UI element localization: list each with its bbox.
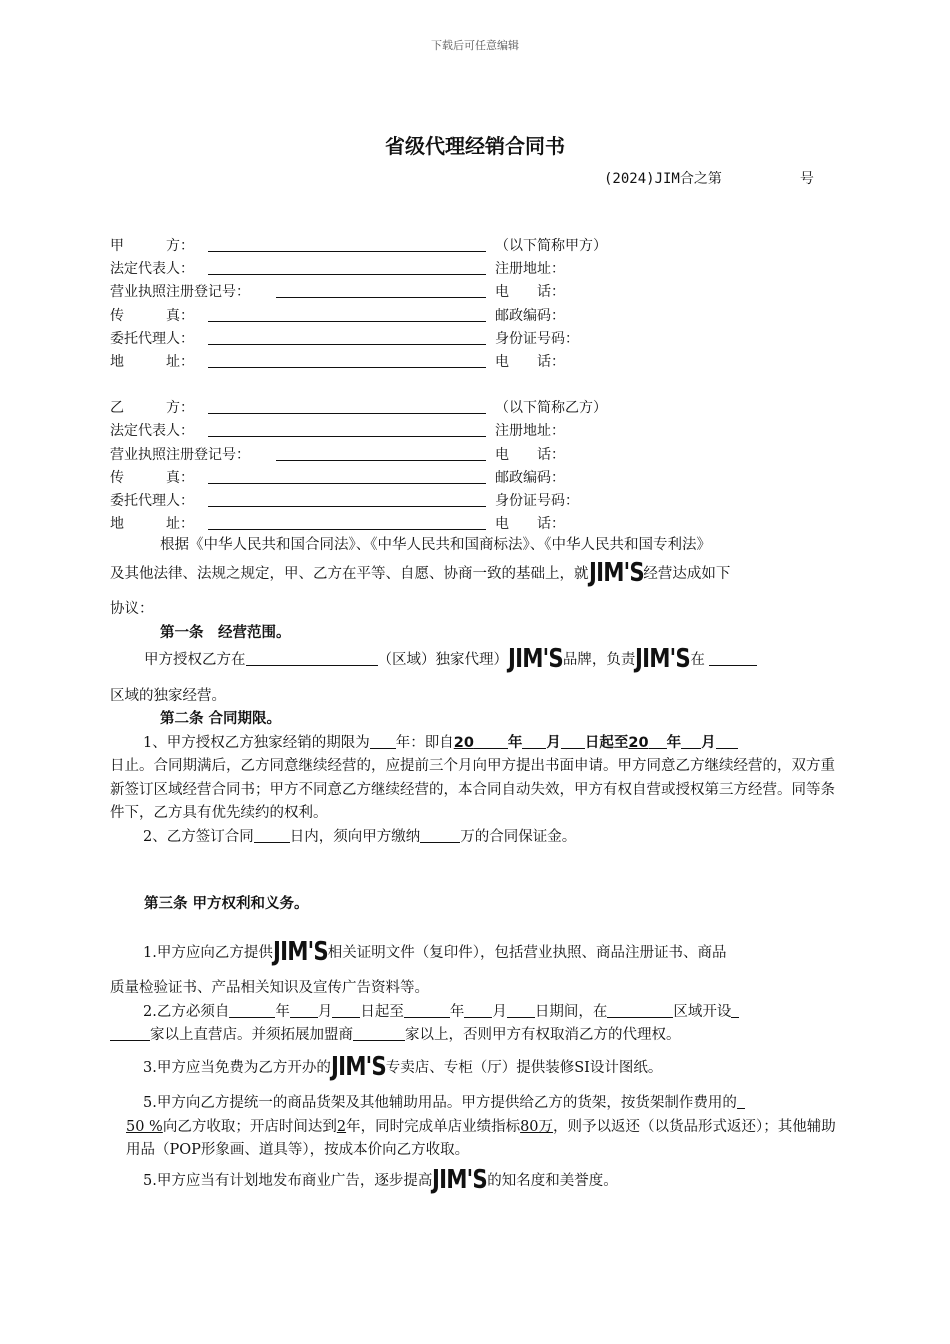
party-a-label: 传 真： (110, 307, 194, 324)
party-b-label: 传 真： (110, 469, 194, 486)
fill-blank (290, 1003, 318, 1018)
fill-blank (607, 1003, 673, 1018)
party-b-right: 电 话： (495, 516, 565, 533)
party-b-label: 委托代理人： (110, 492, 194, 509)
text: 年 (507, 734, 523, 751)
party-b-label: 地 址： (110, 516, 194, 533)
brand-logo: JIM'S (508, 644, 563, 674)
fill-line (208, 321, 486, 322)
party-b-row (110, 444, 850, 467)
article-2-title: 第二条 合同期限。 (160, 711, 282, 727)
article-3-item-1 (110, 936, 842, 967)
party-b-label: 法定代表人： (110, 423, 194, 440)
article-3-item-5 (110, 1164, 842, 1195)
fill-line (208, 529, 486, 530)
contract-number-suffix: 号 (799, 171, 814, 187)
amount-value: 80万 (520, 1118, 554, 1135)
text: 2.乙方必须自 (143, 1003, 230, 1020)
article-2-item-1-cont (110, 755, 842, 826)
text: 5.甲方应当有计划地发布商业广告，逐步提高 (143, 1172, 433, 1189)
percent-value: 50 % (126, 1118, 163, 1135)
party-b-row (110, 397, 850, 420)
intro-paragraph (110, 557, 842, 588)
contract-number (604, 168, 814, 188)
text: 区域的独家经营。 (110, 687, 226, 704)
fill-blank (246, 651, 378, 666)
party-a-label: 地 址： (110, 353, 194, 370)
text: 月 (546, 734, 561, 751)
fill-blank (709, 651, 757, 666)
article-3-item-3 (110, 1051, 842, 1082)
text: 在 (690, 652, 705, 668)
years-value: 2 (336, 1118, 347, 1135)
party-a-right: 邮政编码： (495, 307, 565, 324)
text: 年 (666, 734, 682, 751)
brand-logo: JIM'S (272, 936, 328, 967)
fill-blank (110, 1026, 150, 1041)
fill-line (208, 344, 486, 345)
contract-number-prefix: (2024)JIM合之第 (604, 171, 722, 187)
text: 日起至 (584, 734, 629, 751)
fill-blank (254, 828, 290, 843)
party-a-row (110, 328, 850, 351)
text: 万的合同保证金。 (460, 828, 577, 845)
contract-body (110, 534, 842, 1193)
article-1-text (110, 644, 842, 674)
intro-text: 及其他法律、法规之规定，甲、乙方在平等、自愿、协商一致的基础上，就 (110, 565, 589, 582)
intro-text: 经营达成如下 (643, 565, 731, 582)
text: 年：即自 (395, 734, 454, 751)
fill-blank (420, 828, 460, 843)
party-a-row (110, 351, 850, 374)
party-b-label: 乙 方： (110, 400, 194, 417)
year-value: 20 (453, 734, 474, 751)
party-b-label: 营业执照注册登记号： (110, 446, 250, 463)
text: 月 (701, 734, 716, 751)
text: 5.甲方向乙方提统一的商品货架及其他辅助用品。甲方提供给乙方的货架，按货架制作费用的 (143, 1095, 737, 1111)
fill-line (208, 506, 486, 507)
text: 1、甲方授权乙方独家经销的期限为 (143, 734, 370, 751)
text: 区域开设 (673, 1003, 732, 1020)
text: 月 (492, 1003, 507, 1020)
brand-logo: JIM'S (432, 1164, 488, 1195)
fill-blank (404, 1003, 450, 1018)
article-1-text (110, 685, 842, 709)
party-a-right: （以下简称甲方） (495, 238, 607, 254)
fill-blank (681, 734, 701, 749)
text: 质量检验证书、产品相关知识及宣传广告资料等。 (110, 980, 429, 996)
fill-line (208, 274, 486, 275)
party-a-row (110, 281, 850, 304)
party-a-label: 甲 方： (110, 238, 194, 254)
brand-logo: JIM'S (330, 1051, 386, 1082)
article-1-title: 第一条 经营范围。 (160, 624, 291, 641)
text: 2、乙方签订合同 (143, 828, 254, 845)
text: 专卖店、专柜（厅）提供装修SI设计图纸。 (385, 1059, 663, 1076)
party-b-right: 注册地址： (495, 423, 565, 440)
fill-blank (332, 1003, 360, 1018)
party-a-label: 法定代表人： (110, 261, 194, 278)
fill-blank (474, 734, 508, 749)
party-a-right: 电 话： (495, 353, 565, 370)
article-3-item-4-cont (110, 1116, 842, 1163)
party-b-right: （以下简称乙方） (495, 400, 607, 417)
fill-line (208, 251, 486, 252)
fill-blank (229, 1003, 275, 1018)
article-3-item-4 (110, 1092, 842, 1116)
fill-line (276, 460, 486, 461)
brand-logo: JIM'S (635, 644, 691, 674)
fill-blank (716, 734, 738, 749)
text: 年 (275, 1003, 290, 1020)
parties-block (110, 235, 850, 536)
article-3-item-2 (110, 1001, 842, 1025)
party-b-right: 邮政编码： (495, 469, 565, 486)
text: 的知名度和美誉度。 (487, 1172, 618, 1189)
party-b-row (110, 420, 850, 443)
article-3-title: 第三条 甲方权利和义务。 (144, 896, 309, 912)
document-title: 省级代理经销合同书 (385, 134, 565, 158)
fill-blank (737, 1094, 745, 1109)
text: 向乙方收取；开店时间达到 (162, 1118, 337, 1135)
party-a-right: 身份证号码： (495, 330, 579, 347)
text: 年 (449, 1003, 465, 1020)
brand-logo: JIM'S (588, 557, 644, 588)
fill-blank (522, 734, 546, 749)
text: 日止。合同期满后，乙方同意继续经营的，应提前三个月向甲方提出书面申请。甲方同意乙方继续经营的，双方重新签订区域经营合同书；甲方不同意乙方继续经营的，本合同自动失效，甲方有权自营或授权第三方经营。同等条件下，乙方具有优先续约的权利。 (110, 758, 835, 821)
text: 相关证明文件（复印件），包括营业执照、商品注册证书、商品 (327, 944, 727, 961)
party-a-right: 注册地址： (495, 261, 565, 278)
fill-blank (649, 734, 667, 749)
text: 1.甲方应向乙方提供 (143, 944, 273, 961)
header-note: 下载后可任意编辑 (431, 39, 519, 52)
intro-text: 协议： (110, 601, 154, 617)
party-b-row (110, 490, 850, 513)
text: 月 (317, 1003, 333, 1020)
intro-paragraph (110, 598, 842, 622)
party-a-row (110, 305, 850, 328)
text: 甲方授权乙方在 (144, 652, 246, 668)
party-a-row (110, 235, 850, 258)
text: 家以上，否则甲方有权取消乙方的代理权。 (405, 1027, 681, 1043)
party-b-row (110, 467, 850, 490)
fill-blank (353, 1026, 405, 1041)
text: 品牌，负责 (562, 652, 636, 668)
text: 日起至 (360, 1003, 404, 1020)
fill-line (276, 297, 486, 298)
text: 日期间，在 (534, 1003, 608, 1020)
fill-blank (464, 1003, 492, 1018)
year-value: 20 (628, 734, 649, 751)
article-3-item-1-cont (110, 977, 842, 1001)
text: 年，同时完成单店业绩指标 (346, 1118, 521, 1135)
article-2-item-1 (110, 732, 842, 756)
article-2-item-2 (110, 826, 842, 850)
text: （区域）独家代理） (377, 652, 508, 668)
fill-blank (370, 734, 396, 749)
fill-line (208, 413, 486, 414)
fill-blank (561, 734, 585, 749)
fill-blank (507, 1003, 535, 1018)
party-a-label: 委托代理人： (110, 330, 194, 347)
fill-blank (731, 1003, 739, 1018)
text: 家以上直营店。并须拓展加盟商 (150, 1027, 353, 1043)
party-b-right: 身份证号码： (495, 492, 579, 509)
fill-line (208, 367, 486, 368)
party-a-right: 电 话： (495, 284, 565, 301)
text: ，则予以返还（以货品形式返还）；其他辅助用品（POP形象画、道具等），按成本价向乙方收取。 (126, 1118, 836, 1158)
intro-text: 根据《中华人民共和国合同法》、《中华人民共和国商标法》、《中华人民共和国专利法》 (160, 537, 711, 553)
text: 3.甲方应当免费为乙方开办的 (143, 1059, 331, 1076)
party-b-right: 电 话： (495, 446, 565, 463)
party-a-label: 营业执照注册登记号： (110, 284, 250, 301)
party-a-row (110, 258, 850, 281)
text: 日内，须向甲方缴纳 (289, 828, 421, 845)
intro-paragraph (110, 534, 842, 558)
fill-line (208, 483, 486, 484)
party-b-row (110, 513, 850, 536)
fill-line (208, 436, 486, 437)
article-3-item-2-cont (110, 1024, 842, 1048)
